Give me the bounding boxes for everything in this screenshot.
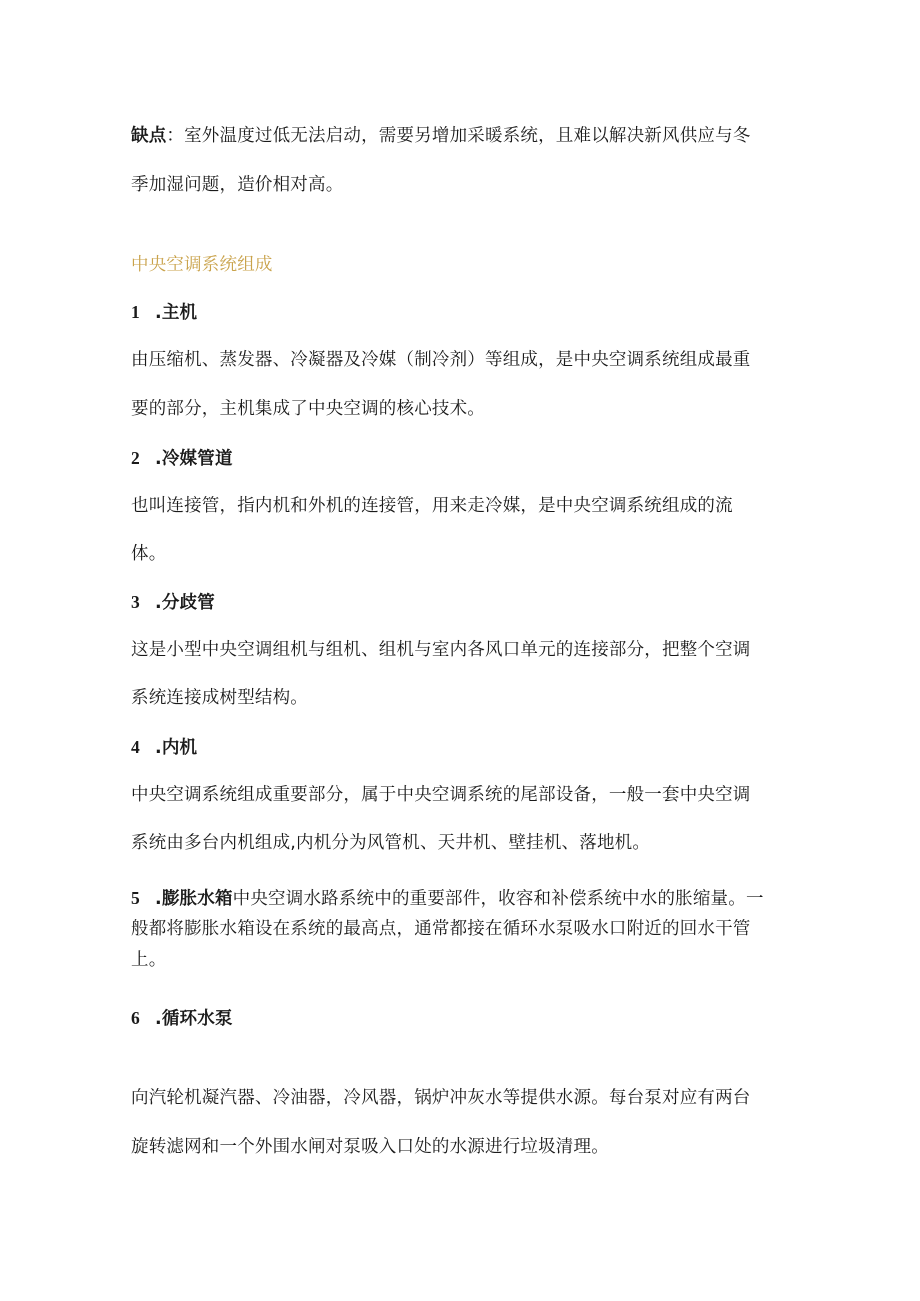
item-text-line: 体。 xyxy=(131,544,167,564)
section-title: 中央空调系统组成 xyxy=(131,255,273,275)
item-heading-inline xyxy=(131,886,796,911)
item-number: 1 xyxy=(131,302,140,322)
item-inline-text: 中央空调水路系统中的重要部件，收容和补偿系统中水的胀缩量。一 xyxy=(232,889,764,909)
item-heading xyxy=(131,590,796,615)
item-text-line: 要的部分，主机集成了中央空调的核心技术。 xyxy=(131,399,485,419)
item-text-line: 向汽轮机凝汽器、冷油器，冷风器，锅炉冲灰水等提供水源。每台泵对应有两台 xyxy=(131,1088,751,1108)
drawback-separator: ： xyxy=(166,126,185,146)
item-number: 4 xyxy=(131,737,140,757)
item-text-line: 系统连接成树型结构。 xyxy=(131,688,308,708)
drawback-text-1: 室外温度过低无法启动，需要另增加采暖系统，且难以解决新风供应与冬 xyxy=(184,126,751,146)
item-text-line: 中央空调系统组成重要部分，属于中央空调系统的尾部设备，一般一套中央空调 xyxy=(131,785,751,805)
item-heading xyxy=(131,735,796,760)
item-text-line: 系统由多台内机组成,内机分为风管机、天井机、壁挂机、落地机。 xyxy=(131,833,651,853)
item-heading xyxy=(131,300,796,325)
item-text-line: 也叫连接管，指内机和外机的连接管，用来走冷媒，是中央空调系统组成的流 xyxy=(131,496,733,516)
item-heading xyxy=(131,1006,796,1031)
item-title: .分歧管 xyxy=(155,593,215,613)
item-title: .冷媒管道 xyxy=(155,449,233,469)
item-title: .循环水泵 xyxy=(155,1009,233,1029)
item-text-line: 般都将膨胀水箱设在系统的最高点，通常都接在循环水泵吸水口附近的回水干管 xyxy=(131,919,751,939)
drawback-label: 缺点 xyxy=(131,126,167,146)
item-heading xyxy=(131,446,796,471)
item-text-line: 由压缩机、蒸发器、冷凝器及冷媒（制冷剂）等组成，是中央空调系统组成最重 xyxy=(131,350,751,370)
item-title: .主机 xyxy=(155,303,198,323)
drawback-line-1 xyxy=(131,124,796,148)
item-number: 6 xyxy=(131,1008,140,1028)
item-text-line: 这是小型中央空调组机与组机、组机与室内各风口单元的连接部分，把整个空调 xyxy=(131,640,751,660)
item-text-line: 上。 xyxy=(131,950,167,970)
item-number: 3 xyxy=(131,592,140,612)
drawback-line-2: 季加湿问题，造价相对高。 xyxy=(131,175,344,195)
item-number: 2 xyxy=(131,448,140,468)
item-number: 5 xyxy=(131,888,140,908)
item-title: .内机 xyxy=(155,738,198,758)
item-text-line: 旋转滤网和一个外围水闸对泵吸入口处的水源进行垃圾清理。 xyxy=(131,1137,609,1157)
item-title: .膨胀水箱 xyxy=(155,889,233,909)
